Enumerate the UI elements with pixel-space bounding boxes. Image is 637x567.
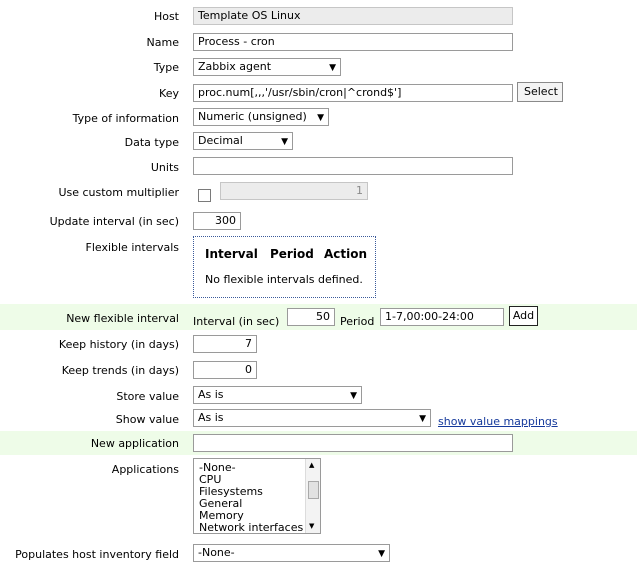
applications-listbox[interactable]	[193, 458, 321, 534]
list-item[interactable]: General	[199, 497, 243, 510]
list-item[interactable]: CPU	[199, 473, 222, 486]
type-of-information-select[interactable]	[193, 108, 329, 126]
no-flexible-intervals-text: No flexible intervals defined.	[205, 273, 363, 286]
key-label: Key	[159, 87, 179, 100]
show-value-value: As is	[198, 411, 224, 424]
data-type-value: Decimal	[198, 134, 243, 147]
action-column-header: Action	[324, 247, 368, 261]
update-interval-row	[0, 210, 637, 232]
flexible-intervals-table	[193, 236, 376, 298]
period-column-header: Period	[270, 247, 314, 261]
custom-multiplier-input[interactable]: 1	[220, 182, 368, 200]
type-of-information-row	[0, 108, 637, 128]
update-interval-label: Update interval (in sec)	[49, 215, 179, 228]
show-value-mappings-link[interactable]: show value mappings	[438, 415, 558, 428]
inventory-field-label: Populates host inventory field	[15, 548, 179, 561]
store-value-label: Store value	[116, 390, 179, 403]
type-label: Type	[153, 61, 179, 74]
flexible-intervals-label: Flexible intervals	[85, 241, 179, 254]
key-row	[0, 82, 637, 104]
units-input[interactable]	[193, 157, 513, 175]
data-type-select[interactable]	[193, 132, 293, 150]
add-flexible-interval-button[interactable]: Add	[509, 306, 538, 326]
keep-history-input[interactable]: 7	[193, 335, 257, 353]
key-select-button[interactable]: Select	[517, 82, 563, 102]
new-application-row	[0, 431, 637, 455]
applications-label: Applications	[111, 463, 179, 476]
inventory-field-row	[0, 543, 637, 563]
host-field: Template OS Linux	[193, 7, 513, 25]
name-label: Name	[146, 36, 179, 49]
custom-multiplier-checkbox[interactable]	[198, 189, 211, 202]
new-period-input[interactable]: 1-7,00:00-24:00	[380, 308, 504, 326]
type-of-information-value: Numeric (unsigned)	[198, 110, 307, 123]
store-value-value: As is	[198, 388, 224, 401]
chevron-down-icon: ▼	[378, 549, 385, 559]
data-type-row	[0, 132, 637, 152]
list-item[interactable]: Memory	[199, 509, 244, 522]
list-item[interactable]: -None-	[199, 461, 236, 474]
scroll-down-icon[interactable]: ▼	[309, 522, 315, 530]
applications-scrollbar[interactable]	[305, 459, 320, 533]
interval-column-header: Interval	[205, 247, 258, 261]
new-flexible-interval-label: New flexible interval	[66, 312, 179, 325]
update-interval-input[interactable]: 300	[193, 212, 241, 230]
new-interval-input[interactable]: 50	[287, 308, 335, 326]
host-row	[0, 6, 637, 26]
list-item[interactable]: Filesystems	[199, 485, 263, 498]
inventory-field-value: -None-	[198, 546, 235, 559]
units-label: Units	[150, 161, 179, 174]
new-application-input[interactable]	[193, 434, 513, 452]
inventory-field-select[interactable]	[193, 544, 390, 562]
name-row	[0, 32, 637, 52]
name-input[interactable]: Process - cron	[193, 33, 513, 51]
chevron-down-icon: ▼	[419, 414, 426, 424]
show-value-select[interactable]	[193, 409, 431, 427]
custom-multiplier-row	[0, 181, 637, 203]
chevron-down-icon: ▼	[350, 391, 357, 401]
custom-multiplier-label: Use custom multiplier	[58, 186, 179, 199]
chevron-down-icon: ▼	[281, 137, 288, 147]
chevron-down-icon: ▼	[329, 63, 336, 73]
scroll-up-icon[interactable]: ▲	[309, 461, 315, 469]
scrollbar-thumb[interactable]	[308, 481, 319, 499]
store-value-row	[0, 385, 637, 405]
interval-sec-label: Interval (in sec)	[193, 315, 280, 328]
keep-history-row	[0, 333, 637, 355]
new-flexible-interval-row	[0, 304, 637, 330]
keep-trends-row	[0, 359, 637, 381]
show-value-label: Show value	[115, 413, 179, 426]
type-select[interactable]	[193, 58, 341, 76]
keep-trends-input[interactable]: 0	[193, 361, 257, 379]
keep-history-label: Keep history (in days)	[58, 338, 179, 351]
type-row	[0, 57, 637, 77]
store-value-select[interactable]	[193, 386, 362, 404]
new-application-label: New application	[90, 437, 179, 450]
type-of-information-label: Type of information	[72, 112, 179, 125]
data-type-label: Data type	[124, 136, 179, 149]
units-row	[0, 156, 637, 176]
key-input[interactable]: proc.num[,,,'/usr/sbin/cron|^crond$']	[193, 84, 513, 102]
list-item[interactable]: Network interfaces	[199, 521, 304, 534]
type-select-value: Zabbix agent	[198, 60, 272, 73]
show-value-row	[0, 408, 637, 430]
host-label: Host	[153, 10, 179, 23]
period-label: Period	[340, 315, 375, 328]
keep-trends-label: Keep trends (in days)	[61, 364, 179, 377]
chevron-down-icon: ▼	[317, 113, 324, 123]
